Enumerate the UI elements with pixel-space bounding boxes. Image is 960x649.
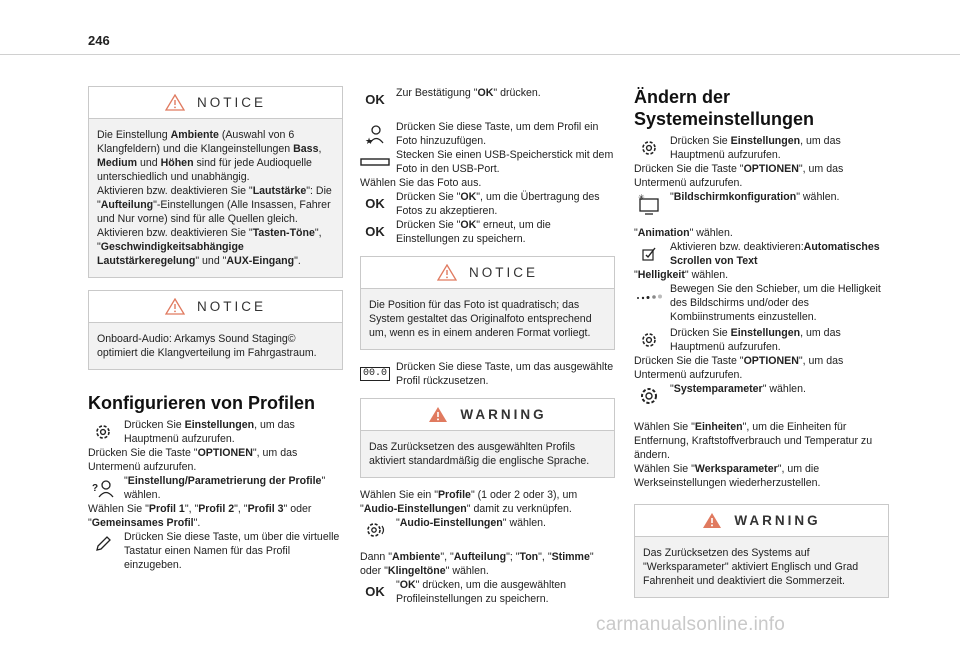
warning-header [361,399,614,431]
bold-term: OK [460,219,477,231]
column-2 [360,86,615,606]
step-text: Wählen Sie ein "Profile" (1 oder 2 oder 3), um "Audio-Einstellungen" damit zu verknüpfen. [360,489,578,515]
ok-button-icon: OK [365,196,385,211]
reset-counter-label: 00.0 [360,367,390,381]
step-text: "Systemparameter" wählen. [670,383,806,395]
notice-header [361,257,614,289]
paragraph: Das Zurücksetzen des Systems auf "Werksparameter" aktiviert Englisch und Grad Fahrenheit und deaktiviert die Sommerzeit. [643,547,859,587]
bold-term: Gemeinsames Profil [91,517,194,529]
step-text: Dann "Ambiente", "Aufteilung"; "Ton", "Stimme" oder "Klingeltöne" wählen. [360,551,594,577]
notice-body [361,289,614,349]
step-settings [634,326,889,354]
step-text: Stecken Sie einen USB-Speicherstick mit dem Foto in den USB-Port. [396,149,614,175]
step-text: Wählen Sie "Einheiten", um die Einheiten für Entfernung, Kraftstoffverbrauch und Temperatur zu ändern. [634,421,873,461]
notice-body [89,323,342,369]
step-text: Drücken Sie diese Taste, um dem Profil ein Foto hinzuzufügen. [396,121,599,147]
step-text: "Animation" wählen. [634,227,733,239]
bold-term: Ton [519,551,539,563]
bold-term: Profil 1 [148,503,185,515]
system-gear-icon [634,382,664,410]
warning-title: WARNING [734,512,821,528]
step-settings [88,418,343,446]
notice-header [89,291,342,323]
brightness-icon [634,282,664,310]
step-text: Drücken Sie diese Taste, um über die virtuelle Tastatur einen Namen für das Profil einzugeben. [124,531,340,571]
warning-triangle-icon [165,298,185,315]
notice-box-2 [88,290,343,370]
column-1 [88,86,343,572]
step-system [634,382,889,410]
audio-gear-icon [360,516,390,544]
notice-title: NOTICE [468,264,538,280]
warning-triangle-icon [428,406,448,423]
bold-term: Aufteilung [453,551,507,563]
add-photo-icon [360,120,390,148]
step-text: Drücken Sie Einstellungen, um das Hauptmenü aufzurufen. [670,327,841,353]
svg-text:?: ? [92,483,99,494]
step-screen [634,190,889,218]
bold-term: Einstellung/Parametrierung der Profile [127,475,322,487]
step-reset [360,360,615,388]
checkbox-icon [634,240,664,268]
page-number: 246 [88,33,110,48]
notice-box-1 [88,86,343,278]
warning-title: WARNING [460,406,547,422]
notice-title: NOTICE [196,298,266,314]
bold-term: Automatisches Scrollen von Text [670,241,880,267]
bold-term: Einheiten [694,421,743,433]
pencil-icon [88,530,118,558]
step-ok [360,218,615,246]
top-divider [0,54,960,55]
paragraph: Das Zurücksetzen des ausgewählten Profils aktiviert standardmäßig die englische Sprache. [369,441,590,467]
warning-box-2 [634,504,889,598]
step-text: Wählen Sie "Profil 1", "Profil 2", "Profil 3" oder "Gemeinsames Profil". [88,503,312,529]
bold-term: Einstellungen [730,135,801,147]
bold-term: Einstellungen [730,327,801,339]
bold-term: Lautstärke [252,185,307,197]
step-text: Bewegen Sie den Schieber, um die Helligkeit des Bildschirms und/oder des Kombiinstruments einzustellen. [670,283,881,323]
section-heading: Ändern der Systemeinstellungen [634,87,815,129]
notice-body [89,119,342,277]
step-text: Drücken Sie die Taste "OPTIONEN", um das Untermenü aufzurufen. [634,163,844,189]
bold-term: Stimme [551,551,590,563]
paragraph: Aktivieren bzw. deaktivieren Sie "Tasten-Töne", "Geschwindigkeitsabhängige Lautstärkeregelung" und "AUX-Eingang". [97,227,322,267]
bold-term: Klingeltöne [387,565,446,577]
warning-body [635,537,888,597]
ok-button-icon: OK [365,224,385,239]
gear-icon [634,326,664,354]
step-text: Drücken Sie "OK" erneut, um die Einstellungen zu speichern. [396,219,551,245]
step-text: Drücken Sie die Taste "OPTIONEN", um das Untermenü aufzurufen. [634,355,844,381]
section-heading: Konfigurieren von Profilen [88,393,316,413]
notice-header [89,87,342,119]
step-settings [634,134,889,162]
bold-term: OK [460,191,477,203]
usb-icon [360,148,390,176]
reset-counter-icon [360,360,390,388]
watermark: carmanualsonline.info [596,614,786,635]
paragraph: Aktivieren bzw. deaktivieren Sie "Lautstärke": Die "Aufteilung"-Einstellungen (Alle Insassen, Fahrer und Nur vorne) sind für alle Quellen gleich. [97,185,332,225]
step-text: "Bildschirmkonfiguration" wählen. [670,191,840,203]
bold-term: Werksparameter [694,463,778,475]
step-scroll [634,240,889,268]
step-ok [360,578,615,606]
paragraph: Die Einstellung Ambiente (Auswahl von 6 Klangfeldern) und die Klangeinstellungen Bass, Medium und Höhen sind für jede Audioquelle unterschiedlich und unabhängig. [97,129,322,183]
warning-header [635,505,888,537]
step-text: Drücken Sie Einstellungen, um das Hauptmenü aufzurufen. [124,419,295,445]
bold-term: Profil 2 [198,503,235,515]
warning-box-1 [360,398,615,478]
ok-button-icon: OK [365,584,385,599]
notice-title: NOTICE [196,94,266,110]
gear-icon [88,418,118,446]
bold-term: OPTIONEN [743,163,799,175]
step-profiles [88,474,343,502]
bold-term: Geschwindigkeitsabhängige Lautstärkeregelung [97,241,244,267]
bold-term: Medium [97,157,138,169]
bold-term: Einstellungen [184,419,255,431]
step-ok [360,190,615,218]
bold-term: Höhen [160,157,194,169]
step-text: "Helligkeit" wählen. [634,269,729,281]
bold-term: OPTIONEN [743,355,799,367]
bold-term: Animation [637,227,690,239]
step-text: Zur Bestätigung "OK" drücken. [396,87,541,99]
bold-term: Aufteilung [100,199,154,211]
notice-box-3 [360,256,615,350]
step-text: Aktivieren bzw. deaktivieren:Automatisches Scrollen von Text [670,241,880,267]
step-audio [360,516,615,544]
bold-term: Ambiente [170,129,219,141]
step-text: Wählen Sie das Foto aus. [360,177,482,189]
warning-triangle-icon [702,512,722,529]
bold-term: Helligkeit [637,269,685,281]
bold-term: Bildschirmkonfiguration [673,191,797,203]
column-3 [634,86,889,598]
bold-term: Audio-Einstellungen [399,517,503,529]
bold-term: OK [399,579,416,591]
step-brightness [634,282,889,324]
screen-config-icon [634,190,664,218]
step-rename [88,530,343,572]
bold-term: Profile [437,489,471,501]
step-text: Wählen Sie "Werksparameter", um die Werkseinstellungen wiederherzustellen. [634,463,821,489]
warning-triangle-icon [165,94,185,111]
warning-triangle-icon [437,264,457,281]
gear-icon [634,134,664,162]
profile-help-icon [88,474,118,502]
step-usb [360,148,615,176]
step-text: "OK" drücken, um die ausgewählten Profileinstellungen zu speichern. [396,579,567,605]
step-text: "Audio-Einstellungen" wählen. [396,517,546,529]
paragraph: Die Position für das Foto ist quadratisch; das System gestaltet das Originalfoto entsprechend um, wenn es in einem anderen Format vorliegt. [369,299,592,339]
svg-text:✳: ✳ [638,193,645,202]
step-text: Drücken Sie Einstellungen, um das Hauptmenü aufzurufen. [670,135,841,161]
bold-term: OK [477,87,494,99]
bold-term: Ambiente [392,551,441,563]
warning-body [361,431,614,477]
step-text: Drücken Sie die Taste "OPTIONEN", um das Untermenü aufzurufen. [88,447,298,473]
paragraph: Onboard-Audio: Arkamys Sound Staging© optimiert die Klangverteilung im Fahrgastraum. [97,333,317,359]
bold-term: Systemparameter [673,383,763,395]
step-text: Drücken Sie "OK", um die Übertragung des Fotos zu akzeptieren. [396,191,600,217]
step-ok [360,86,615,114]
bold-term: Profil 3 [247,503,284,515]
step-photo [360,120,615,148]
bold-term: AUX-Eingang [226,255,295,267]
svg-text:★: ★ [365,136,374,145]
ok-button-icon: OK [365,92,385,107]
bold-term: Audio-Einstellungen [363,503,467,515]
step-text: Drücken Sie diese Taste, um das ausgewählte Profil rückzusetzen. [396,361,614,387]
step-text: "Einstellung/Parametrierung der Profile" wählen. [124,475,326,501]
bold-term: OPTIONEN [197,447,253,459]
bold-term: Tasten-Töne [252,227,315,239]
bold-term: Bass [293,143,319,155]
